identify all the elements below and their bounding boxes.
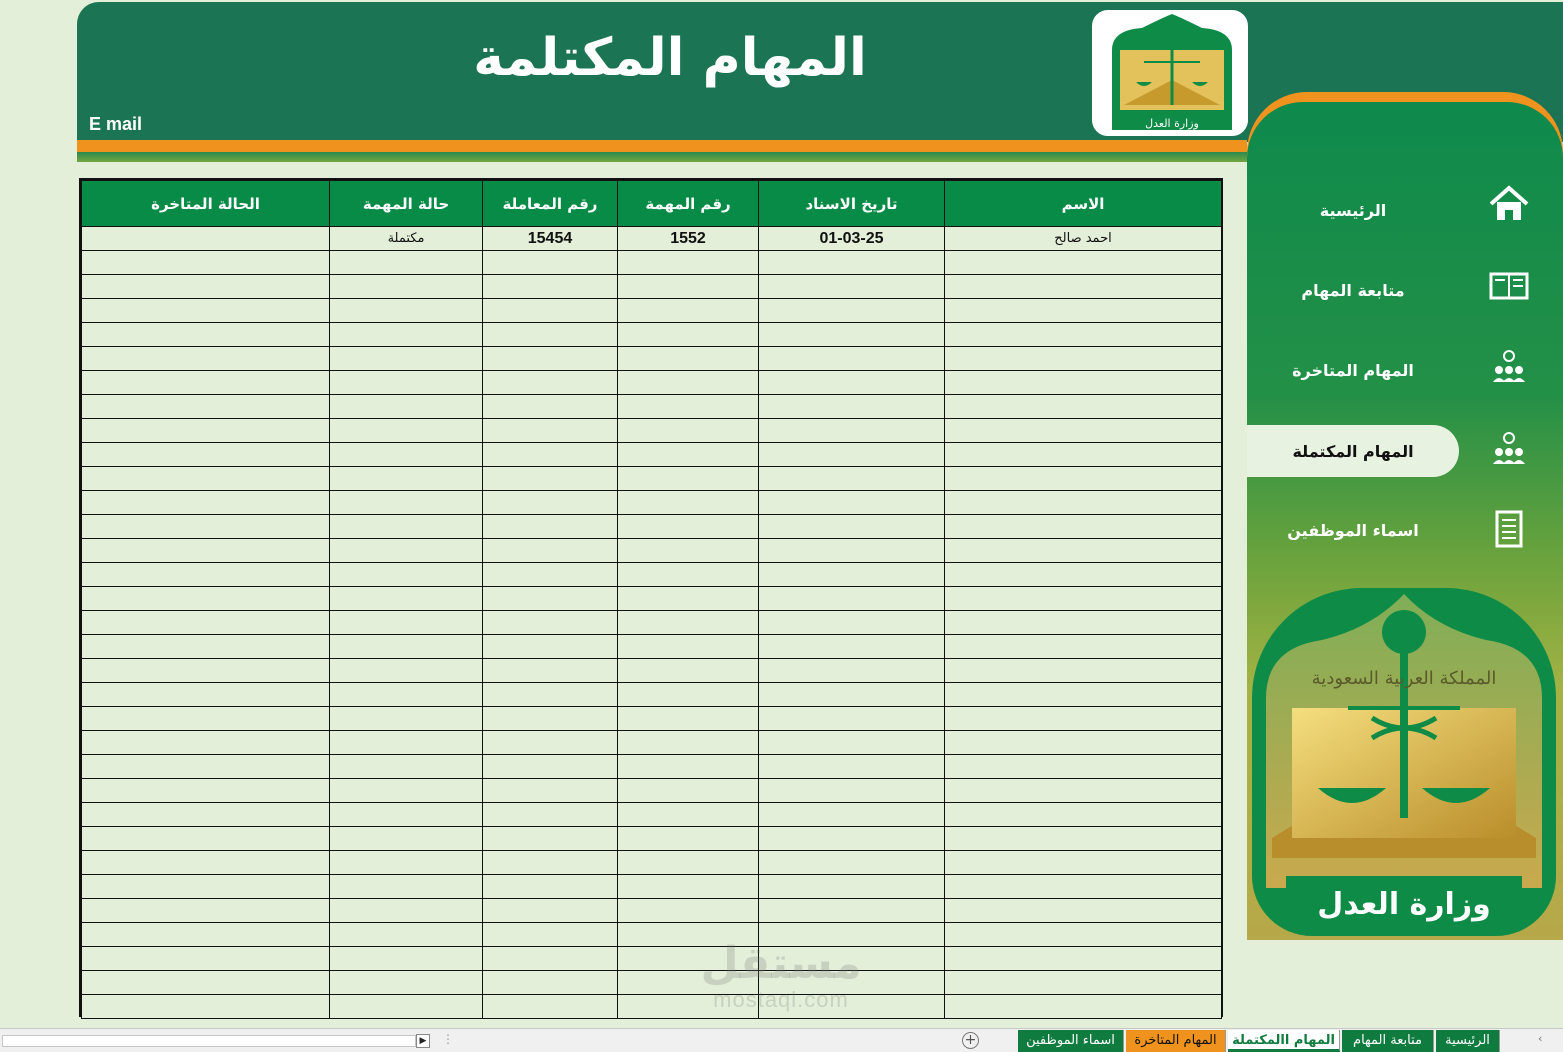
table-cell[interactable]: [759, 755, 945, 779]
table-cell[interactable]: [945, 779, 1222, 803]
table-row: [82, 515, 1222, 539]
column-header-late-status[interactable]: الحالة المتاخرة: [82, 181, 330, 227]
table-cell[interactable]: [759, 851, 945, 875]
table-cell[interactable]: [618, 299, 759, 323]
completed-tasks-table: [79, 178, 1223, 1017]
table-cell[interactable]: [945, 947, 1222, 971]
table-cell[interactable]: [945, 707, 1222, 731]
table-row: [82, 827, 1222, 851]
table-cell[interactable]: [330, 587, 483, 611]
table-row: [82, 491, 1222, 515]
table-cell[interactable]: [483, 707, 618, 731]
table-cell[interactable]: [945, 611, 1222, 635]
table-cell[interactable]: [759, 419, 945, 443]
table-cell[interactable]: [759, 587, 945, 611]
table-cell[interactable]: [330, 731, 483, 755]
table-cell[interactable]: [945, 995, 1222, 1019]
table-cell[interactable]: [945, 923, 1222, 947]
table-cell[interactable]: [330, 899, 483, 923]
table-cell[interactable]: [759, 947, 945, 971]
table-cell[interactable]: [483, 587, 618, 611]
table-cell[interactable]: [82, 275, 330, 299]
table-cell[interactable]: [483, 971, 618, 995]
table-cell[interactable]: [945, 971, 1222, 995]
table-cell[interactable]: [483, 371, 618, 395]
table-cell[interactable]: [82, 923, 330, 947]
table-cell[interactable]: [945, 347, 1222, 371]
table-cell[interactable]: [82, 635, 330, 659]
table-cell[interactable]: [82, 707, 330, 731]
table-cell[interactable]: [618, 395, 759, 419]
table-row: [82, 947, 1222, 971]
table-cell[interactable]: [618, 587, 759, 611]
table-cell[interactable]: [945, 299, 1222, 323]
table-cell[interactable]: [759, 275, 945, 299]
table-cell[interactable]: [330, 779, 483, 803]
column-header-transaction-number[interactable]: رقم المعاملة: [483, 181, 618, 227]
table-row: [82, 875, 1222, 899]
table-row: [82, 563, 1222, 587]
table-cell[interactable]: [483, 779, 618, 803]
table-cell[interactable]: [618, 923, 759, 947]
table-row: [82, 755, 1222, 779]
table-row: [82, 923, 1222, 947]
table-cell[interactable]: [945, 875, 1222, 899]
scroll-left-icon[interactable]: ‹: [1538, 1032, 1543, 1045]
table-cell[interactable]: [759, 995, 945, 1019]
table-cell[interactable]: [759, 899, 945, 923]
sidebar-item-label: الرئيسية: [1319, 200, 1387, 220]
table-cell[interactable]: [483, 755, 618, 779]
table-row: [82, 251, 1222, 275]
table-row: [82, 683, 1222, 707]
table-row: [82, 299, 1222, 323]
table-cell[interactable]: [82, 491, 330, 515]
table-cell[interactable]: [618, 563, 759, 587]
table-cell[interactable]: [483, 947, 618, 971]
table-cell[interactable]: [483, 683, 618, 707]
tab-task-tracking[interactable]: متابعة المهام: [1342, 1030, 1434, 1052]
table-cell[interactable]: [330, 491, 483, 515]
table-cell[interactable]: [483, 443, 618, 467]
table-cell[interactable]: [330, 947, 483, 971]
table-cell[interactable]: [82, 515, 330, 539]
table-cell[interactable]: [483, 635, 618, 659]
table-row: [82, 635, 1222, 659]
table-cell[interactable]: [483, 323, 618, 347]
table-cell[interactable]: [945, 755, 1222, 779]
table-cell[interactable]: [82, 947, 330, 971]
table-row: [82, 371, 1222, 395]
sidebar-item-employee-names[interactable]: [1247, 504, 1459, 556]
table-cell[interactable]: [82, 395, 330, 419]
table-cell[interactable]: [759, 563, 945, 587]
sheet-tab-bar: [0, 1028, 1563, 1052]
table-cell[interactable]: [945, 587, 1222, 611]
table-cell[interactable]: [618, 995, 759, 1019]
table-row: [82, 659, 1222, 683]
sidebar-item-label: المهام المتاخرة: [1292, 360, 1414, 380]
sidebar-item-label: اسماء الموظفين: [1287, 520, 1419, 540]
table-cell[interactable]: [618, 803, 759, 827]
table-cell[interactable]: [759, 251, 945, 275]
table-row: [82, 851, 1222, 875]
table-cell[interactable]: [618, 611, 759, 635]
table-row: [82, 467, 1222, 491]
table-cell[interactable]: [945, 491, 1222, 515]
table-cell[interactable]: [330, 419, 483, 443]
table-cell[interactable]: [945, 443, 1222, 467]
table-cell[interactable]: [618, 971, 759, 995]
table-cell[interactable]: [945, 683, 1222, 707]
table-row: [82, 611, 1222, 635]
table-cell[interactable]: [759, 347, 945, 371]
watermark-arabic: مستقل: [700, 938, 862, 989]
header-orange-strip: [77, 140, 1247, 152]
table-cell[interactable]: [945, 851, 1222, 875]
sidebar-item-label: متابعة المهام: [1301, 280, 1405, 300]
table-cell[interactable]: [618, 899, 759, 923]
table-cell[interactable]: [759, 875, 945, 899]
email-label[interactable]: E mail: [89, 114, 143, 134]
table-cell[interactable]: [82, 563, 330, 587]
table-cell[interactable]: [330, 851, 483, 875]
ministry-logo-large: [1252, 588, 1556, 936]
cell-task-status[interactable]: مكتملة: [330, 227, 483, 251]
table-cell[interactable]: [82, 971, 330, 995]
table-cell[interactable]: [618, 683, 759, 707]
table-cell[interactable]: [82, 587, 330, 611]
table-cell[interactable]: [759, 731, 945, 755]
table-row: [82, 227, 1222, 251]
table-cell[interactable]: [618, 371, 759, 395]
table-row: [82, 779, 1222, 803]
page-title: المهام المكتلمة: [473, 28, 867, 88]
table-cell[interactable]: [759, 467, 945, 491]
table-cell[interactable]: [618, 539, 759, 563]
table-cell[interactable]: [330, 443, 483, 467]
table-cell[interactable]: [759, 707, 945, 731]
tab-completed-tasks[interactable]: المهام االمكتملة: [1228, 1030, 1340, 1052]
table-cell[interactable]: [82, 539, 330, 563]
table-cell[interactable]: [82, 851, 330, 875]
table-cell[interactable]: [82, 659, 330, 683]
table-cell[interactable]: [945, 371, 1222, 395]
table-cell[interactable]: [82, 347, 330, 371]
table-cell[interactable]: [618, 707, 759, 731]
tab-home[interactable]: الرئيسية: [1436, 1030, 1500, 1052]
table-cell[interactable]: [759, 539, 945, 563]
table-cell[interactable]: [330, 371, 483, 395]
column-header-name[interactable]: الاسم: [945, 181, 1222, 227]
table-cell[interactable]: [330, 995, 483, 1019]
table-cell[interactable]: [618, 659, 759, 683]
table-cell[interactable]: [330, 635, 483, 659]
scroll-right-icon[interactable]: ▶: [416, 1034, 430, 1048]
table-cell[interactable]: [483, 515, 618, 539]
table-cell[interactable]: [618, 731, 759, 755]
table-cell[interactable]: [618, 779, 759, 803]
horizontal-scrollbar[interactable]: [2, 1035, 416, 1047]
table-row: [82, 707, 1222, 731]
svg-text:وزارة العدل: وزارة العدل: [1317, 887, 1491, 922]
table-cell[interactable]: [82, 299, 330, 323]
table-cell[interactable]: [483, 875, 618, 899]
table-cell[interactable]: [618, 467, 759, 491]
table-row: [82, 971, 1222, 995]
table-cell[interactable]: [82, 611, 330, 635]
table-row: [82, 803, 1222, 827]
table-cell[interactable]: [618, 275, 759, 299]
cell-task-number[interactable]: 1552: [618, 227, 759, 251]
table-cell[interactable]: [618, 755, 759, 779]
table-cell[interactable]: [618, 851, 759, 875]
table-cell[interactable]: [82, 875, 330, 899]
table-cell[interactable]: [82, 755, 330, 779]
table-cell[interactable]: [483, 299, 618, 323]
table-cell[interactable]: [759, 683, 945, 707]
table-cell[interactable]: [330, 467, 483, 491]
sidebar-item-completed-tasks[interactable]: [1247, 425, 1459, 477]
ministry-logo-small: [1090, 8, 1250, 138]
sidebar-item-late-tasks[interactable]: [1247, 344, 1459, 396]
table-cell[interactable]: [618, 419, 759, 443]
table-row: [82, 323, 1222, 347]
cell-name[interactable]: احمد صالح: [945, 227, 1222, 251]
table-cell[interactable]: [330, 827, 483, 851]
table-cell[interactable]: [483, 803, 618, 827]
table-cell[interactable]: [330, 395, 483, 419]
table-cell[interactable]: [330, 515, 483, 539]
table-cell[interactable]: [618, 347, 759, 371]
table-cell[interactable]: [483, 347, 618, 371]
table-cell[interactable]: [759, 443, 945, 467]
table-cell[interactable]: [82, 995, 330, 1019]
table-cell[interactable]: [330, 563, 483, 587]
table-row: [82, 587, 1222, 611]
list-document-icon[interactable]: [1487, 508, 1531, 552]
table-cell[interactable]: [945, 659, 1222, 683]
table-cell[interactable]: [483, 659, 618, 683]
table-cell[interactable]: [483, 467, 618, 491]
table-cell[interactable]: [82, 731, 330, 755]
table-cell[interactable]: [82, 251, 330, 275]
table-cell[interactable]: [82, 827, 330, 851]
svg-text:وزارة العدل: وزارة العدل: [1145, 117, 1199, 130]
table-row: [82, 731, 1222, 755]
table-cell[interactable]: [82, 899, 330, 923]
table-cell[interactable]: [945, 899, 1222, 923]
table-cell[interactable]: [945, 395, 1222, 419]
table-cell[interactable]: [330, 659, 483, 683]
table-cell[interactable]: [483, 731, 618, 755]
table-cell[interactable]: [618, 515, 759, 539]
table-row: [82, 899, 1222, 923]
cell-transaction-number[interactable]: 15454: [483, 227, 618, 251]
table-cell[interactable]: [82, 779, 330, 803]
table-row: [82, 443, 1222, 467]
table-cell[interactable]: [330, 683, 483, 707]
table-cell[interactable]: [330, 539, 483, 563]
table-cell[interactable]: [618, 827, 759, 851]
table-cell[interactable]: [483, 827, 618, 851]
book-icon[interactable]: [1487, 264, 1531, 308]
table-cell[interactable]: [330, 323, 483, 347]
column-header-task-status[interactable]: حالة المهمة: [330, 181, 483, 227]
table-cell[interactable]: [82, 467, 330, 491]
tab-employee-names[interactable]: اسماء الموظفين: [1018, 1030, 1124, 1052]
sidebar-item-home[interactable]: [1247, 184, 1459, 236]
table-cell[interactable]: [483, 995, 618, 1019]
table-cell[interactable]: [483, 899, 618, 923]
sidebar-item-task-tracking[interactable]: [1247, 264, 1459, 316]
table-cell[interactable]: [330, 755, 483, 779]
table-cell[interactable]: [618, 251, 759, 275]
table-cell[interactable]: [330, 707, 483, 731]
table-cell[interactable]: [483, 275, 618, 299]
more-options-icon[interactable]: ⋮: [442, 1032, 454, 1046]
table-cell[interactable]: [759, 923, 945, 947]
table-cell[interactable]: [483, 251, 618, 275]
table-cell[interactable]: [618, 635, 759, 659]
table-cell[interactable]: [759, 779, 945, 803]
table-cell[interactable]: [759, 803, 945, 827]
cell-assign-date[interactable]: 01-03-25: [759, 227, 945, 251]
table-cell[interactable]: [330, 251, 483, 275]
sidebar-item-label: المهام المكتملة: [1292, 441, 1414, 461]
table-cell[interactable]: [618, 491, 759, 515]
table-cell[interactable]: [945, 251, 1222, 275]
table-cell[interactable]: [330, 275, 483, 299]
column-header-assign-date[interactable]: تاريخ الاسناد: [759, 181, 945, 227]
table-cell[interactable]: [82, 803, 330, 827]
table-cell[interactable]: [759, 323, 945, 347]
table-cell[interactable]: [483, 539, 618, 563]
table-cell[interactable]: [483, 851, 618, 875]
table-cell[interactable]: [759, 395, 945, 419]
table-cell[interactable]: [759, 371, 945, 395]
table-cell[interactable]: [945, 803, 1222, 827]
table-cell[interactable]: [330, 923, 483, 947]
table-cell[interactable]: [759, 971, 945, 995]
table-cell[interactable]: [618, 323, 759, 347]
table-cell[interactable]: [483, 563, 618, 587]
table-cell[interactable]: [330, 875, 483, 899]
table-cell[interactable]: [82, 371, 330, 395]
table-cell[interactable]: [82, 443, 330, 467]
table-cell[interactable]: [759, 635, 945, 659]
table-cell[interactable]: [82, 419, 330, 443]
table-cell[interactable]: [759, 827, 945, 851]
table-cell[interactable]: [945, 419, 1222, 443]
header-green-strip: [77, 152, 1247, 162]
table-cell[interactable]: [618, 875, 759, 899]
home-icon[interactable]: [1487, 182, 1531, 226]
table-cell[interactable]: [759, 515, 945, 539]
table-cell[interactable]: [483, 923, 618, 947]
table-row: [82, 395, 1222, 419]
table-cell[interactable]: [945, 323, 1222, 347]
team-location-icon[interactable]: [1487, 346, 1531, 390]
add-sheet-icon[interactable]: +: [962, 1032, 979, 1049]
table-row: [82, 347, 1222, 371]
table-row: [82, 995, 1222, 1019]
table-cell[interactable]: [483, 419, 618, 443]
table-cell[interactable]: [945, 275, 1222, 299]
table-cell[interactable]: [82, 323, 330, 347]
table-cell[interactable]: [945, 731, 1222, 755]
team-location-icon[interactable]: [1487, 428, 1531, 472]
table-cell[interactable]: [618, 947, 759, 971]
table-cell[interactable]: [618, 443, 759, 467]
watermark-latin: mostaql.com: [713, 987, 849, 1012]
table-header-row: [82, 181, 1222, 227]
table-cell[interactable]: [759, 659, 945, 683]
svg-text:المملكة العربية السعودية: المملكة العربية السعودية: [1311, 668, 1497, 689]
table-cell[interactable]: [945, 827, 1222, 851]
table-cell[interactable]: [330, 347, 483, 371]
column-header-task-number[interactable]: رقم المهمة: [618, 181, 759, 227]
tab-late-tasks[interactable]: المهام المتاخرة: [1126, 1030, 1226, 1052]
table-row: [82, 539, 1222, 563]
table-cell[interactable]: [759, 491, 945, 515]
table-cell[interactable]: [330, 971, 483, 995]
table-cell[interactable]: [945, 467, 1222, 491]
table-row: [82, 419, 1222, 443]
table-cell[interactable]: [483, 395, 618, 419]
table-cell[interactable]: [945, 515, 1222, 539]
table-cell[interactable]: [82, 683, 330, 707]
table-cell[interactable]: [759, 299, 945, 323]
table-cell[interactable]: [330, 803, 483, 827]
table-row: [82, 275, 1222, 299]
table-cell[interactable]: [945, 563, 1222, 587]
cell-late-status[interactable]: [82, 227, 330, 251]
table-cell[interactable]: [483, 491, 618, 515]
table-cell[interactable]: [330, 611, 483, 635]
table-cell[interactable]: [483, 611, 618, 635]
table-cell[interactable]: [945, 635, 1222, 659]
table-cell[interactable]: [330, 299, 483, 323]
table-cell[interactable]: [945, 539, 1222, 563]
table-cell[interactable]: [759, 611, 945, 635]
